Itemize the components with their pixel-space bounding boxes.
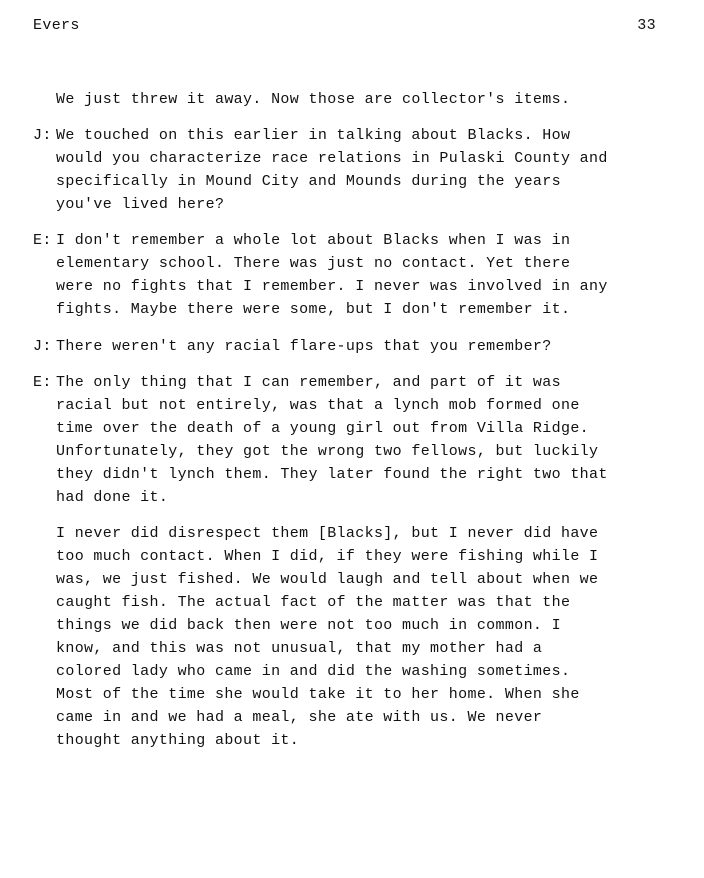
paragraph-text: I never did disrespect them [Blacks], but I never did have too much contact. When I did, if they were fishing while I was, we just fished. We would laugh and tell about when we caught fish. The actual fact of the matter was that the things we did back then were not too much in common. I know, and this was not unusual, that my mother had a colored lady who came in and did the washing sometimes. Most of the time she would take it to her home. When she came in and we had a meal, she ate with us. We never thought anything about it.: [56, 525, 599, 749]
header-interviewee-name: Evers: [33, 17, 80, 34]
paragraph-question: [33, 124, 673, 216]
paragraph-text: I don't remember a whole lot about Blacks when I was in elementary school. There was just no contact. Yet there were no fights that I remember. I never was involved in any fights. Maybe there were some, but I don't remember it.: [56, 232, 608, 318]
paragraph-text: The only thing that I can remember, and part of it was racial but not entirely, was that a lynch mob formed one time over the death of a young girl out from Villa Ridge. Unfortunately, they got the wrong two fellows, but luckily they didn't lynch them. They later found the right two that had done it.: [56, 374, 608, 506]
paragraph-answer: [33, 229, 673, 321]
paragraph-answer-continued: [33, 522, 673, 752]
paragraph-text: We just threw it away. Now those are collector's items.: [56, 91, 571, 108]
paragraph-question: [33, 335, 673, 358]
paragraph-continuation: [33, 88, 673, 111]
paragraph-text: We touched on this earlier in talking about Blacks. How would you characterize race relations in Pulaski County and specifically in Mound City and Mounds during the years you've lived here?: [56, 127, 608, 213]
speaker-label: E:: [33, 374, 52, 391]
speaker-label: J:: [33, 127, 52, 144]
speaker-label: J:: [33, 338, 52, 355]
paragraph-answer: [33, 371, 673, 509]
speaker-label: E:: [33, 232, 52, 249]
page-number: 33: [637, 17, 656, 34]
paragraph-text: There weren't any racial flare-ups that you remember?: [56, 338, 552, 355]
